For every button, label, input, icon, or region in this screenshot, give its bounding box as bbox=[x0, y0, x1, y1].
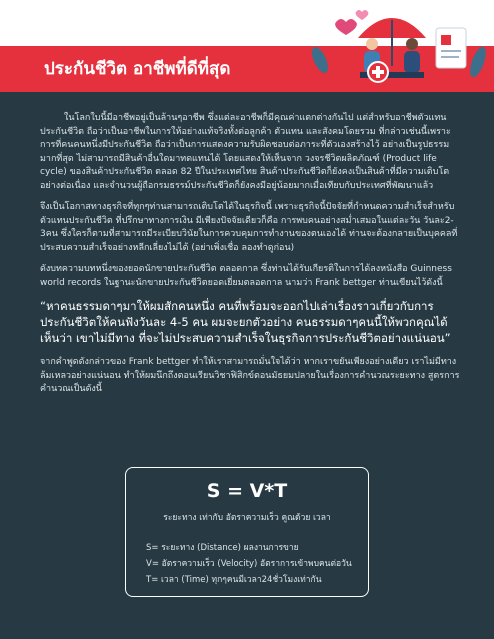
formula-subtitle: ระยะทาง เท่ากับ อัตราความเร็ว คูณด้วย เวลา bbox=[163, 513, 331, 523]
shield-icon bbox=[436, 28, 466, 68]
paragraph: จึงเป็นโอกาสทางธุรกิจที่ทุกๆท่านสามารถเติบโตได้ในธุรกิจนี้ เพราะธุรกิจนี้ปัจจัยที่กำหนดความสำเร็จสำหรับตัวแทนประกันชีวิต ที่ปรึกษาทางการเงิน มีเพียงปัจจัยเดียวก็คือ การพบคนอย่างสม่ำเสมอในแต่ละวัน วันละ2-3คน ซึ่งใครก็ตามที่สามารถมีระเบียบวินัยในการควบคุมการทำงานของตนเองได้ ท่านจะต้องกลายเป็นบุคคลที่ประสบความสำเร็จอย่างหลีกเลี่ยงไม่ได้ (อย่าเพิ่งเชื่อ ลองทำดูก่อน) bbox=[40, 202, 458, 253]
definition-t: T= เวลา (Time) ทุกๆคนมีเวลา24ชั่วโมงเท่ากัน bbox=[146, 575, 322, 585]
medical-cross-icon bbox=[368, 62, 388, 82]
paragraph: จากคำพูดดังกล่าวของ Frank bettger ทำให้เราสามารถมั่นใจได้ว่า หากเราขยันเพียงอย่างเดียว เราไม่มีทางล้มเหลวอย่างแน่นอน ทำให้ผมนึกถึงตอนเรียนวิชาฟิสิกข์ตอนมัธยมปลายในเรื่องการคำนวณระยะทาง สูตรการคำนวณเป็นดังนี้ bbox=[40, 357, 460, 394]
header bbox=[0, 0, 494, 92]
quote: “หาคนธรรมดาๆมาให้ผมสักคนหนึ่ง คนที่พร้อมจะออกไปเล่าเรื่องราวเกี่ยวกับการประกันชีวิตให้คนฟังวันละ 4-5 คน ผมจะยกตัวอย่าง คนธรรมดาๆคนนี้ให้พวกคุณได้เห็นว่า เขาไม่มีทาง ที่จะไม่ประสบความสำเร็จในธุรกิจการประกันชีวิตอย่างแน่นอน” bbox=[40, 299, 451, 345]
people-illustration bbox=[300, 0, 494, 92]
formula-box bbox=[125, 467, 369, 597]
definition-v: V= อัตราความเร็ว (Velocity) อัตราการเข้าพบคนต่อวัน bbox=[146, 559, 352, 569]
paragraph: ในโลกใบนี้มีอาชีพอยู่เป็นล้านๆอาชีพ ซึ่งแต่ละอาชีพก็มีคุณค่าแตกต่างกันไป แต่สำหรับอาชีพตัวแทนประกันชีวิต ถือว่าเป็นอาชีพในการให้อย่างแท้จริงทั้งต่อลูกค้า ตัวแทน และสังคมโดยรวม ที่กล่าวเช่นนี้เพราะการที่คนคนหนึ่งมีประกันชีวิต ถือว่าเป็นการแสดงความรับผิดชอบต่อภาระที่ตัวเองสร้างไว้ อย่างเป็นรูปธรรมมากที่สุด ไม่สามารถมีสินค้าอื่นใดมาทดแทนได้ โดยแสดงให้เห็นจาก วงจรชีวิตผลิตภัณฑ์ (Product life cycle) ของสินค้าประกันชีวิต ตลอด 82 ปีในประเทศไทย สินค้าประกันชีวิตก็ยังคงเป็นสินค้าที่มีความเติบโตอย่างต่อเนื่อง และจำนวนผู้ถือกรมธรรม์ประกันชีวิตก็ยังคงมีอยู่น้อยมากเมื่อเทียบกับประเทศที่พัฒนาแล้ว bbox=[40, 113, 451, 191]
paragraph: ดังบทความบทหนึ่งของยอดนักขายประกันชีวิต ตลอดกาล ซึ่งท่านได้รับเกียรติในการได้ลงหนังสือ Guinness world records ในฐานะนักขายประกันชีวิตยอดเยี่ยมตลอดกาล นามว่า Frank bettger ท่านเขียนไว้ดังนี้ bbox=[40, 264, 452, 288]
heart-icon bbox=[335, 10, 368, 35]
article-body bbox=[40, 112, 460, 405]
formula: S = V*T bbox=[206, 480, 288, 502]
definition-s: S= ระยะทาง (Distance) ผลงานการขาย bbox=[146, 543, 299, 553]
page-title: ประกันชีวิต อาชีพที่ดีที่สุด bbox=[44, 59, 231, 79]
formula-definitions bbox=[146, 540, 356, 588]
